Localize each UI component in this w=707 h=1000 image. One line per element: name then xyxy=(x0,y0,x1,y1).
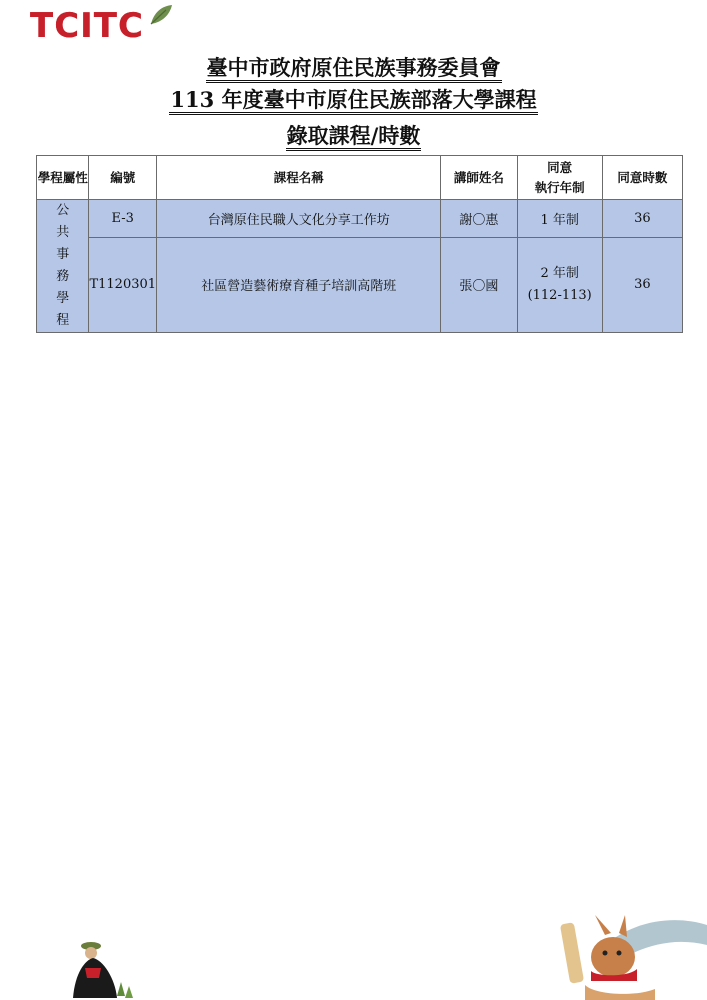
course-number: T1120301 xyxy=(89,237,157,332)
header-course-name: 課程名稱 xyxy=(157,156,441,200)
table-row xyxy=(37,200,683,238)
term-cell xyxy=(517,237,602,332)
hours-cell: 36 xyxy=(602,237,682,332)
rabbit-illustration xyxy=(545,915,707,1000)
course-name: 社區營造藝術療育種子培訓高階班 xyxy=(157,237,441,332)
header-hours: 同意時數 xyxy=(602,156,682,200)
header-category: 學程屬性 xyxy=(37,156,89,200)
tcitc-logo xyxy=(30,6,144,46)
term-line-2: (112-113) xyxy=(527,287,592,303)
courses-table xyxy=(36,155,683,333)
term-line-1: 2 年制 xyxy=(540,265,579,281)
title-line-3: 錄取課程/時數 xyxy=(286,124,422,151)
teacher-name: 張〇國 xyxy=(441,237,517,332)
term-line-1: 1 年制 xyxy=(540,212,579,228)
header-teacher: 講師姓名 xyxy=(441,156,517,200)
table-header-row xyxy=(37,156,683,200)
hours-cell: 36 xyxy=(602,200,682,238)
leaf-icon xyxy=(148,2,174,28)
category-vertical-text: 公 共 事 務 學 程 xyxy=(56,203,70,328)
header-term xyxy=(517,156,602,200)
hunter-illustration xyxy=(55,938,135,1000)
document-header xyxy=(0,56,707,156)
course-name: 台灣原住民職人文化分享工作坊 xyxy=(157,200,441,238)
term-cell xyxy=(517,200,602,238)
header-term-line-1: 同意 xyxy=(547,159,573,175)
table-row xyxy=(37,237,683,332)
header-term-line-2: 執行年制 xyxy=(534,179,585,195)
teacher-name: 謝〇惠 xyxy=(441,200,517,238)
logo-text: TCITC xyxy=(30,6,144,46)
category-cell xyxy=(37,200,89,333)
header-number: 編號 xyxy=(89,156,157,200)
course-number: E-3 xyxy=(89,200,157,238)
title-line-1: 臺中市政府原住民族事務委員會 xyxy=(206,56,502,83)
title-line-2: 113 年度臺中市原住民族部落大學課程 xyxy=(169,88,537,115)
